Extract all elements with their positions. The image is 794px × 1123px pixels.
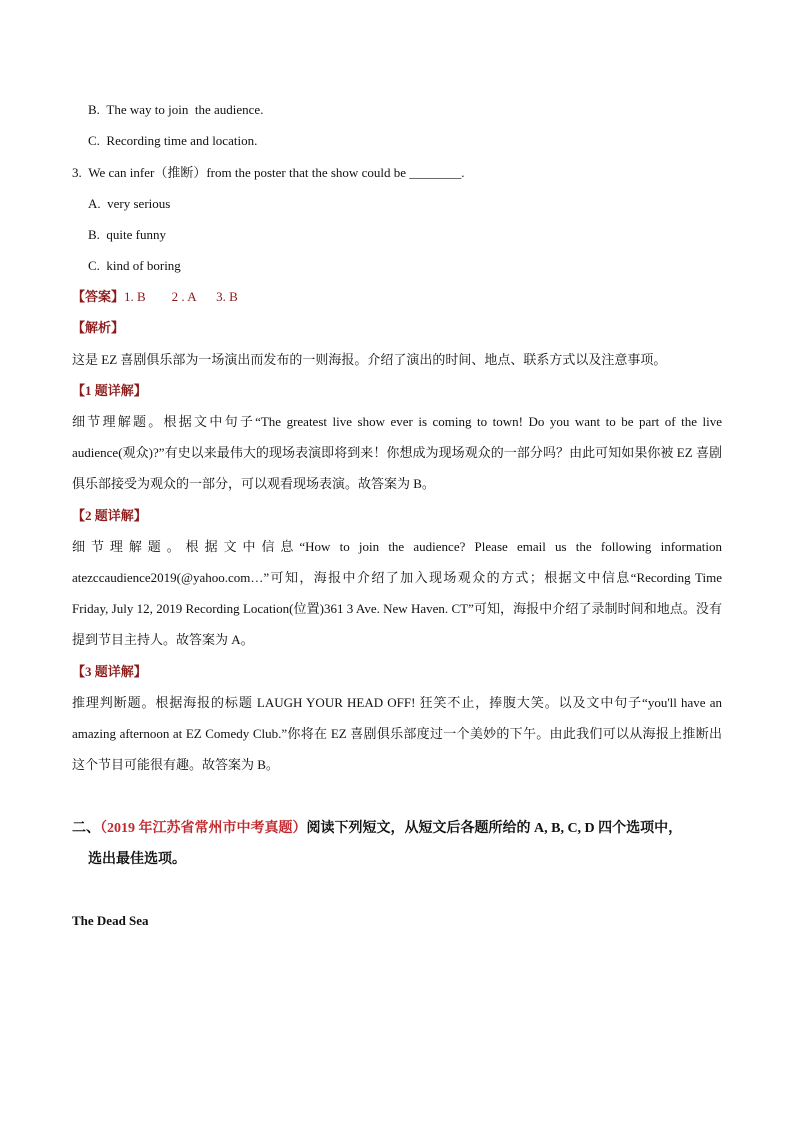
q2-option-c: C. Recording time and location. [88,133,258,148]
section-two-instruction-2: 选出最佳选项。 [88,852,186,867]
detail1-tag: 【1 题详解】 [72,383,147,398]
section-two-number: 二、 [72,821,100,836]
detail2-tag: 【2 题详解】 [72,508,147,523]
detail1-text: 细节理解题。根据文中句子“The greatest live show ever is coming to town! Do you want to be part of the live audience(观众)?”有史以来最伟大的现场表演即将到来！你想成为现场观众的一部分吗？由此可知如果你被 EZ 喜剧俱乐部接受为观众的一部分，可以观看现场表演。故答案为 B。 [72,414,722,491]
answer-tag: 【答案】 [72,289,125,304]
q2-option-b: B. The way to join the audience. [88,102,264,117]
q3-option-a: A. very serious [88,196,171,211]
q3-stem: 3. We can infer（推断）from the poster that the show could be ________. [72,165,465,180]
analysis-tag: 【解析】 [72,320,125,335]
section-two-heading [72,813,732,875]
detail3-text: 推理判断题。根据海报的标题 LAUGH YOUR HEAD OFF! 狂笑不止，捧腹大笑。以及文中句子“you'll have an amazing afternoon at EZ Comedy Club.”你将在 EZ 喜剧俱乐部度过一个美妙的下午。由此我们可以从海报上推断出这个节目可能很有趣。故答案为 B。 [72,695,722,772]
q3-option-c: C. kind of boring [88,258,181,273]
detail3-tag: 【3 题详解】 [72,664,147,679]
analysis-text: 这是 EZ 喜剧俱乐部为一场演出而发布的一则海报。介绍了演出的时间、地点、联系方式以及注意事项。 [72,352,667,367]
answer-value: 1. B 2 . A 3. B [124,289,238,304]
detail2-text: 细节理解题。根据文中信息“How to join the audience? Please email us the following information atezccaudience2019(@yahoo.com…”可知，海报中介绍了加入现场观众的方式；根据文中信息“Recording Time Friday, July 12, 2019 Recording Location(位置)361 3 Ave. New Haven. CT”可知，海报中介绍了录制时间和地点。没有提到节目主持人。故答案为 A。 [72,539,722,647]
passage-title: The Dead Sea [72,913,149,928]
answer-line [72,289,238,305]
section-two-instruction-1: 阅读下列短文，从短文后各题所给的 A, B, C, D 四个选项中， [306,821,683,836]
q3-option-b: B. quite funny [88,227,166,242]
section-two-source: （2019 年江苏省常州市中考真题） [100,821,307,836]
